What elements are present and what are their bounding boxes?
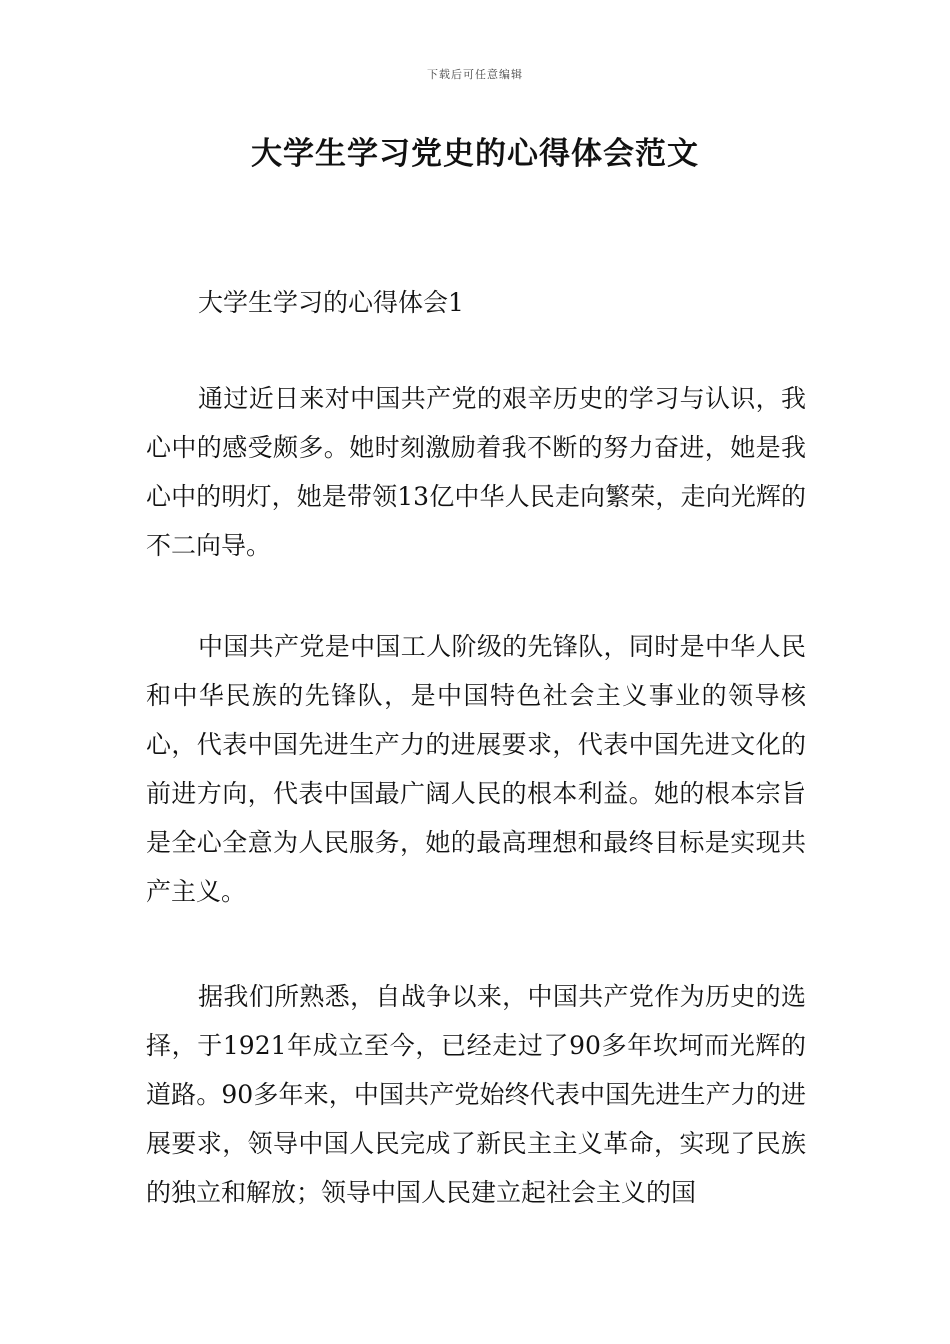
paragraph-3: 据我们所熟悉，自战争以来，中国共产党作为历史的选择，于1921年成立至今，已经走过了90多年坎坷而光辉的道路。90多年来，中国共产党始终代表中国先进生产力的进展要求，领导中国人民完成了新民主主义革命，实现了民族的独立和解放；领导中国人民建立起社会主义的国	[146, 982, 806, 1207]
paragraph-2: 中国共产党是中国工人阶级的先锋队，同时是中华人民和中华民族的先锋队，是中国特色社会主义事业的领导核心，代表中国先进生产力的进展要求，代表中国先进文化的前进方向，代表中国最广阔人民的根本利益。她的根本宗旨是全心全意为人民服务，她的最高理想和最终目标是实现共产主义。	[146, 632, 806, 906]
paragraph-1: 通过近日来对中国共产党的艰辛历史的学习与认识，我心中的感受颇多。她时刻激励着我不断的努力奋进，她是我心中的明灯，她是带领13亿中华人民走向繁荣，走向光辉的不二向导。	[146, 384, 806, 560]
document-title: 大学生学习党史的心得体会范文	[251, 136, 699, 172]
header-note: 下载后可任意编辑	[427, 68, 523, 81]
section-heading: 大学生学习的心得体会1	[198, 288, 464, 317]
